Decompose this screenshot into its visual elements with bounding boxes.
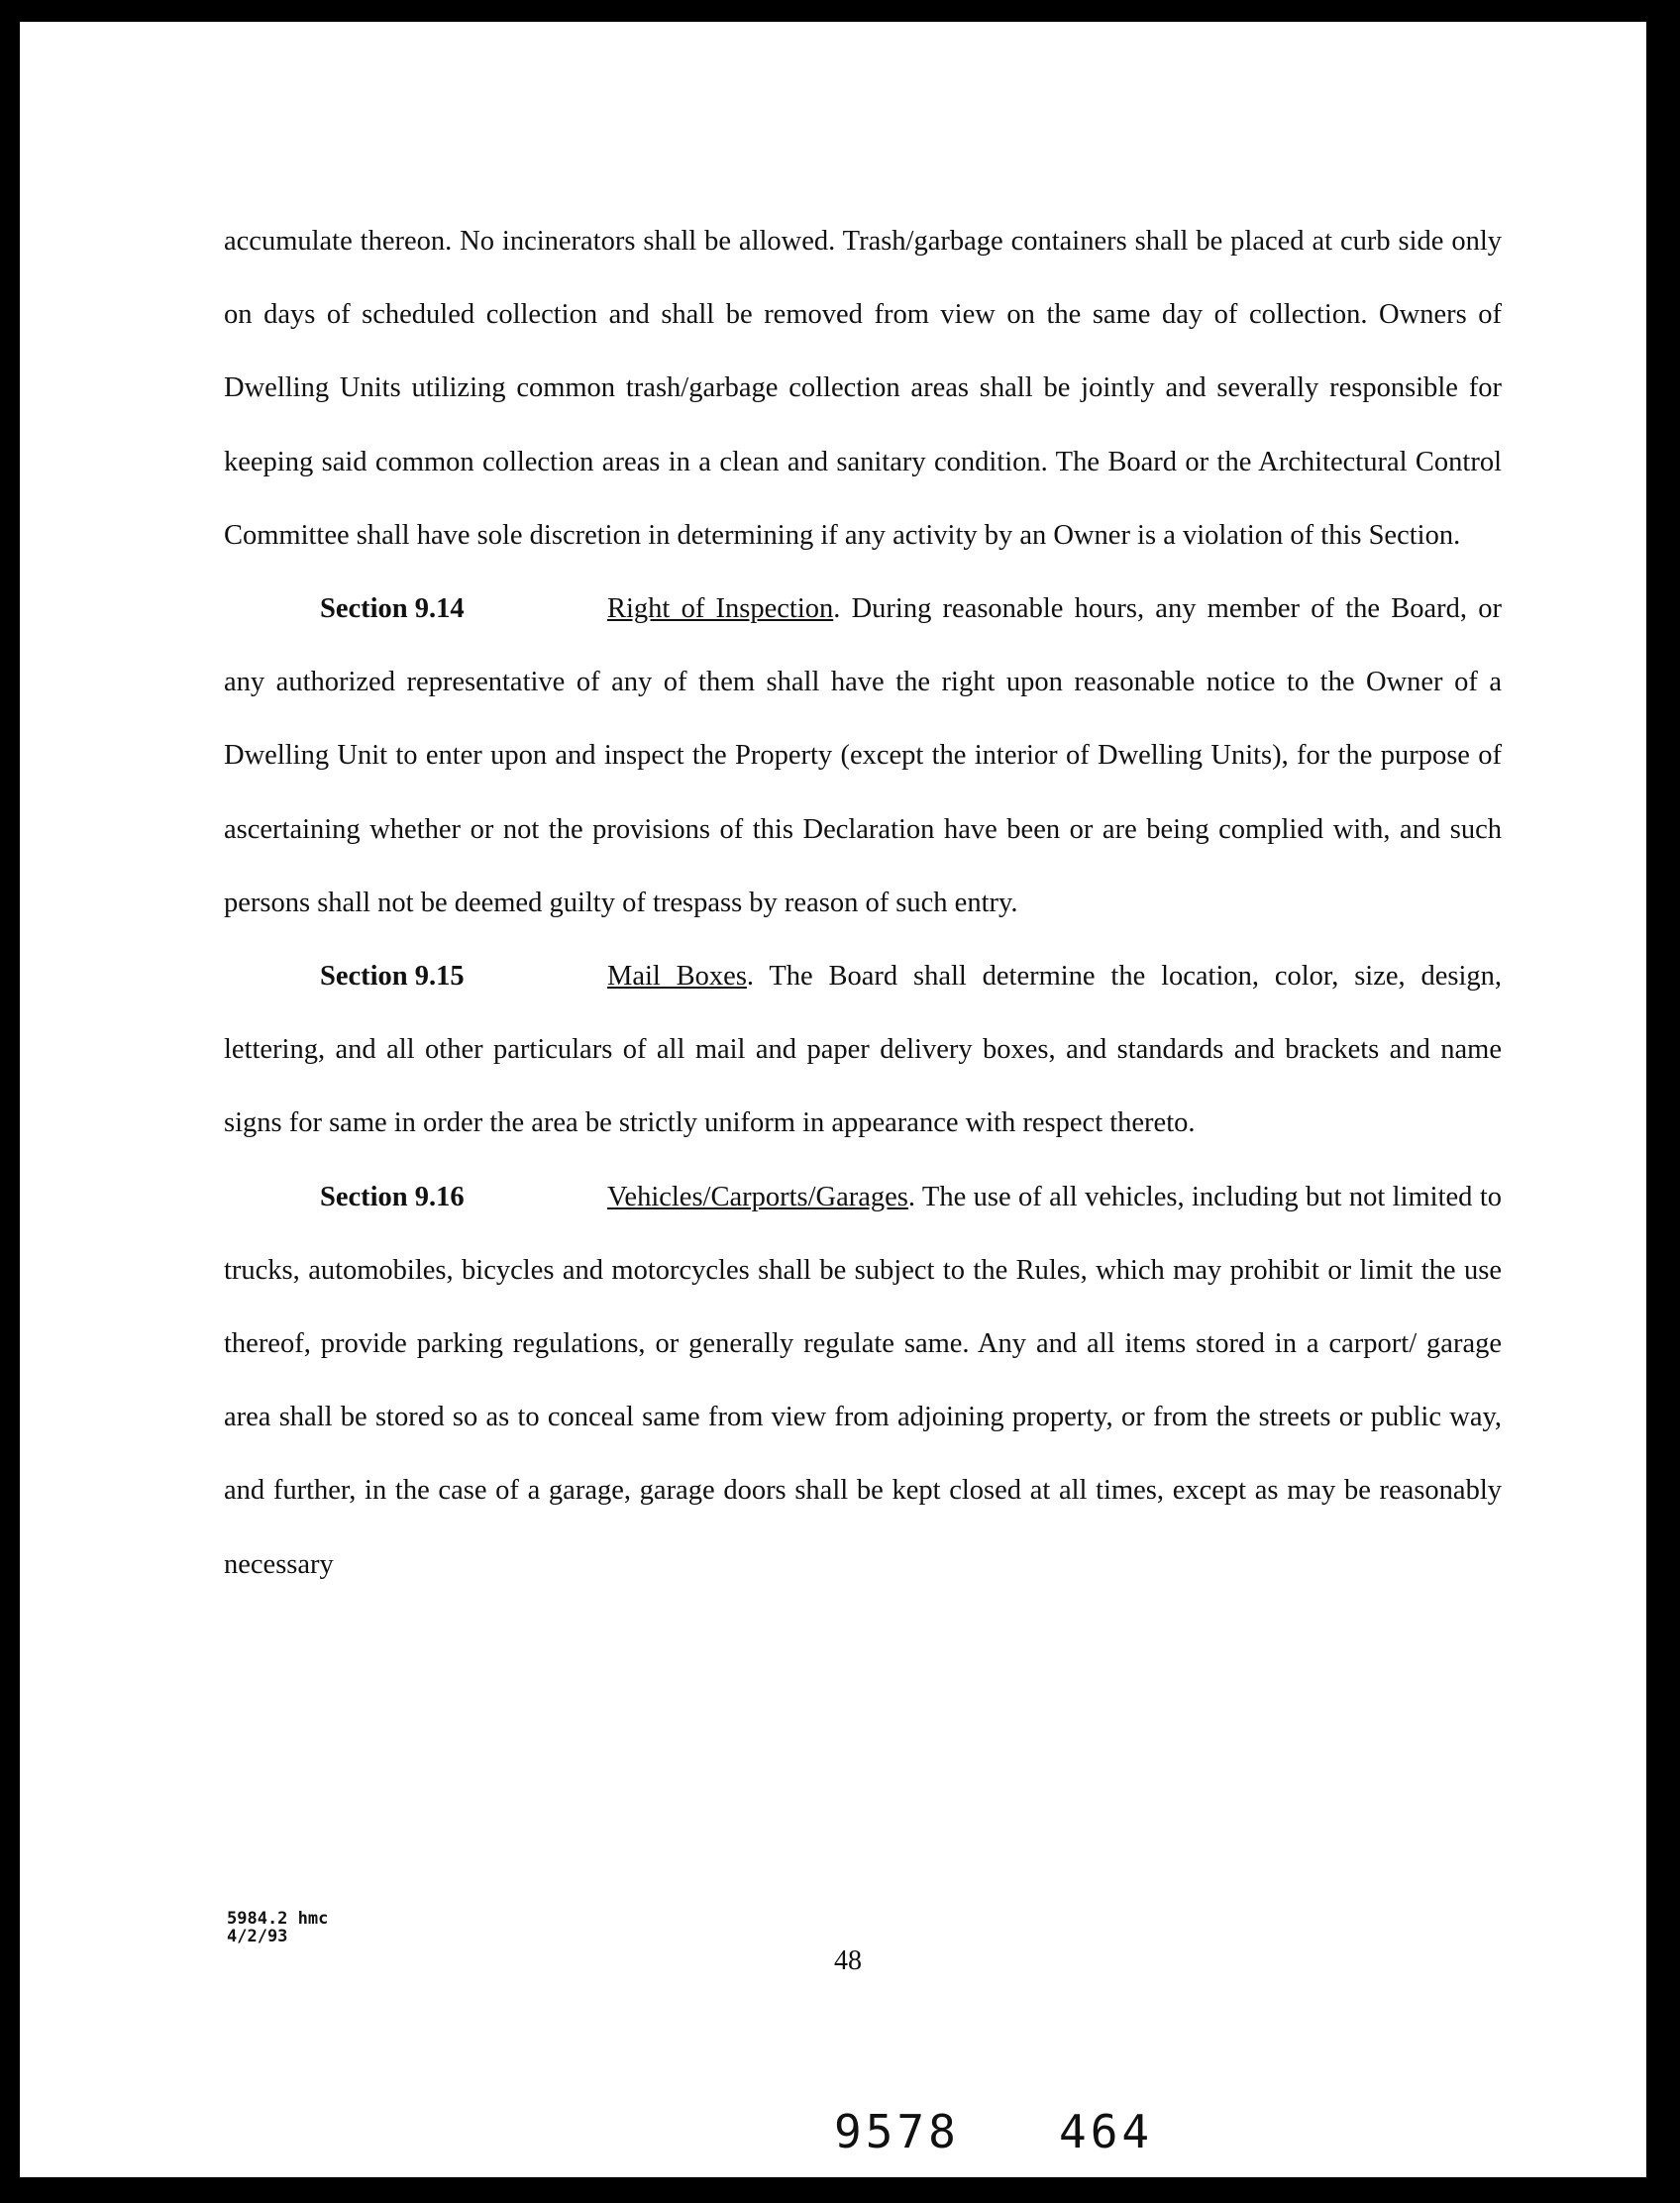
section-number: Section 9.16: [320, 1181, 465, 1212]
section-title: Vehicles/Carports/Garages: [607, 1181, 908, 1212]
footer-doc-code: [227, 1910, 328, 1945]
section-text: . The use of all vehicles, including but not limited to trucks, automobiles, bicycles and motorcycles shall be subject to the Rules, which may prohibit or limit the use thereof, provide parking regulations, or generally regulate same. Any and all items stored in a carport/ garage area shall be stored so as to conceal same from view from adjoining property, or from the streets or public way, and further, in the case of a garage, garage doors shall be kept closed at all times, except as may be reasonably necessary: [224, 1181, 1502, 1580]
doc-code: 5984.2 hmc: [227, 1909, 329, 1929]
document-page: [20, 22, 1646, 2177]
body-text: [224, 205, 1502, 1602]
doc-date: 4/2/93: [227, 1927, 288, 1946]
section-9-15: [224, 940, 1502, 1161]
section-9-14: [224, 573, 1502, 940]
page-number: 48: [834, 1945, 862, 1976]
section-number: Section 9.15: [320, 961, 465, 993]
section-title: Right of Inspection: [607, 593, 834, 625]
section-text: . During reasonable hours, any member of the Board, or any authorized representative of any of them shall have the right upon reasonable notice to the Owner of a Dwelling Unit to enter upon and inspect the Property (except the interior of Dwelling Units), for the purpose of ascertaining whether or not the provisions of this Declaration have been or are being complied with, and such persons shall not be deemed guilty of trespass by reason of such entry.: [224, 593, 1502, 918]
section-number: Section 9.14: [320, 593, 465, 625]
paragraph-trash-collection: accumulate thereon. No incinerators shall be allowed. Trash/garbage containers shall be placed at curb side only on days of scheduled collection and shall be removed from view on the same day of collection. Owners of Dwelling Units utilizing common trash/garbage collection areas shall be jointly and severally responsible for keeping said common collection areas in a clean and sanitary condition. The Board or the Architectural Control Committee shall have sole discretion in determining if any activity by an Owner is a violation of this Section.: [224, 226, 1502, 551]
stamp-number-a: 9578: [834, 2105, 960, 2158]
section-9-16: [224, 1161, 1502, 1602]
section-title: Mail Boxes: [607, 961, 747, 993]
stamp-number-b: 464: [1059, 2105, 1154, 2158]
section-text: . The Board shall determine the location, color, size, design, lettering, and all other particulars of all mail and paper delivery boxes, and standards and brackets and name signs for same in order the area be strictly uniform in appearance with respect thereto.: [224, 961, 1502, 1139]
